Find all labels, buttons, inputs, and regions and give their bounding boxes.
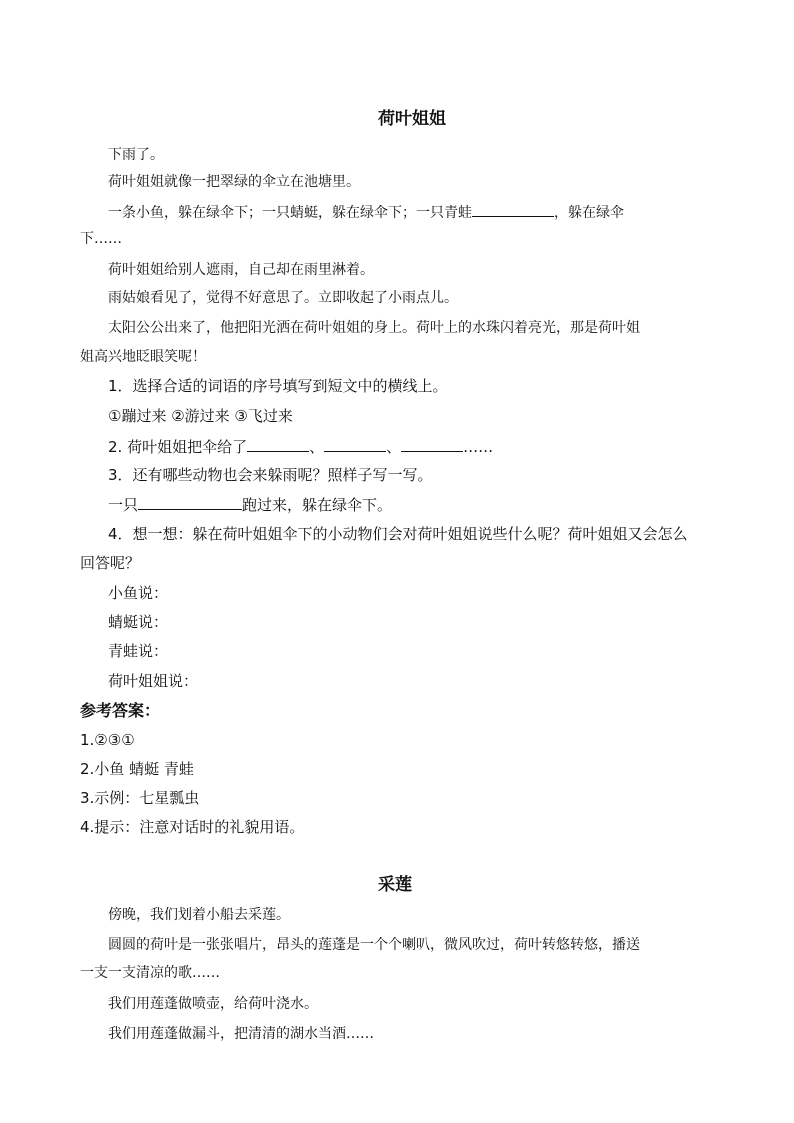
- answer-line-dragonfly: 蜻蜓说：: [108, 613, 169, 631]
- paragraph: 雨姑娘看见了，觉得不好意思了。立即收起了小雨点儿。: [108, 290, 458, 306]
- separator: 、: [309, 438, 325, 456]
- question-3-prompt: [108, 494, 392, 515]
- paragraph: 荷叶姐姐给别人遮雨，自己却在雨里淋着。: [108, 262, 374, 278]
- question-1-options: ①蹦过来 ②游过来 ③飞过来: [108, 407, 293, 425]
- paragraph: 下雨了。: [108, 147, 164, 163]
- separator: 、: [386, 438, 402, 456]
- fill-in-blank[interactable]: [138, 494, 242, 510]
- passage-title: 荷叶姐姐: [378, 109, 446, 129]
- question-3: 3．还有哪些动物也会来躲雨呢？照样子写一写。: [108, 466, 433, 484]
- question-2: [108, 436, 493, 457]
- passage-title: 采莲: [378, 875, 412, 895]
- answer-line-fish: 小鱼说：: [108, 584, 169, 602]
- paragraph: 荷叶姐姐就像一把翠绿的伞立在池塘里。: [108, 174, 360, 190]
- ellipsis: ……: [463, 438, 494, 456]
- answer-line-lotus: 荷叶姐姐说：: [108, 672, 199, 690]
- answer-4: 4.提示：注意对话时的礼貌用语。: [80, 818, 305, 836]
- paragraph-text: ，躲在绿伞: [554, 205, 624, 221]
- paragraph: [108, 201, 624, 223]
- question-4-continuation: 回答呢？: [80, 554, 141, 572]
- question-text: 一只: [108, 496, 139, 514]
- paragraph-continuation: 一支一支清凉的歌……: [80, 965, 220, 981]
- fill-in-blank[interactable]: [472, 201, 554, 217]
- paragraph: 我们用莲蓬做漏斗，把清清的湖水当酒……: [108, 1026, 374, 1042]
- paragraph-continuation: 姐高兴地眨眼笑呢！: [80, 349, 206, 365]
- fill-in-blank[interactable]: [247, 436, 309, 452]
- answer-2: 2.小鱼 蜻蜓 青蛙: [80, 760, 194, 778]
- paragraph: 傍晚，我们划着小船去采莲。: [108, 907, 290, 923]
- paragraph: 圆圆的荷叶是一张张唱片，昂头的莲蓬是一个个喇叭，微风吹过，荷叶转悠转悠，播送: [108, 937, 640, 953]
- fill-in-blank[interactable]: [401, 436, 463, 452]
- answers-heading: 参考答案：: [80, 701, 161, 720]
- question-text: 跑过来，躲在绿伞下。: [242, 496, 393, 514]
- question-text: 2. 荷叶姐姐把伞给了: [108, 438, 248, 456]
- question-4: 4．想一想：躲在荷叶姐姐伞下的小动物们会对荷叶姐姐说些什么呢？荷叶姐姐又会怎么: [108, 525, 688, 543]
- question-1: 1．选择合适的词语的序号填写到短文中的横线上。: [108, 377, 448, 395]
- paragraph-text: 一条小鱼，躲在绿伞下；一只蜻蜓，躲在绿伞下；一只青蛙: [108, 205, 472, 221]
- paragraph: 太阳公公出来了，他把阳光洒在荷叶姐姐的身上。荷叶上的水珠闪着亮光，那是荷叶姐: [108, 320, 640, 336]
- fill-in-blank[interactable]: [324, 436, 386, 452]
- paragraph: 我们用莲蓬做喷壶，给荷叶浇水。: [108, 996, 318, 1012]
- paragraph-continuation: 下……: [80, 231, 122, 247]
- answer-line-frog: 青蛙说：: [108, 642, 169, 660]
- answer-3: 3.示例：七星瓢虫: [80, 789, 200, 807]
- answer-1: 1.②③①: [80, 731, 135, 749]
